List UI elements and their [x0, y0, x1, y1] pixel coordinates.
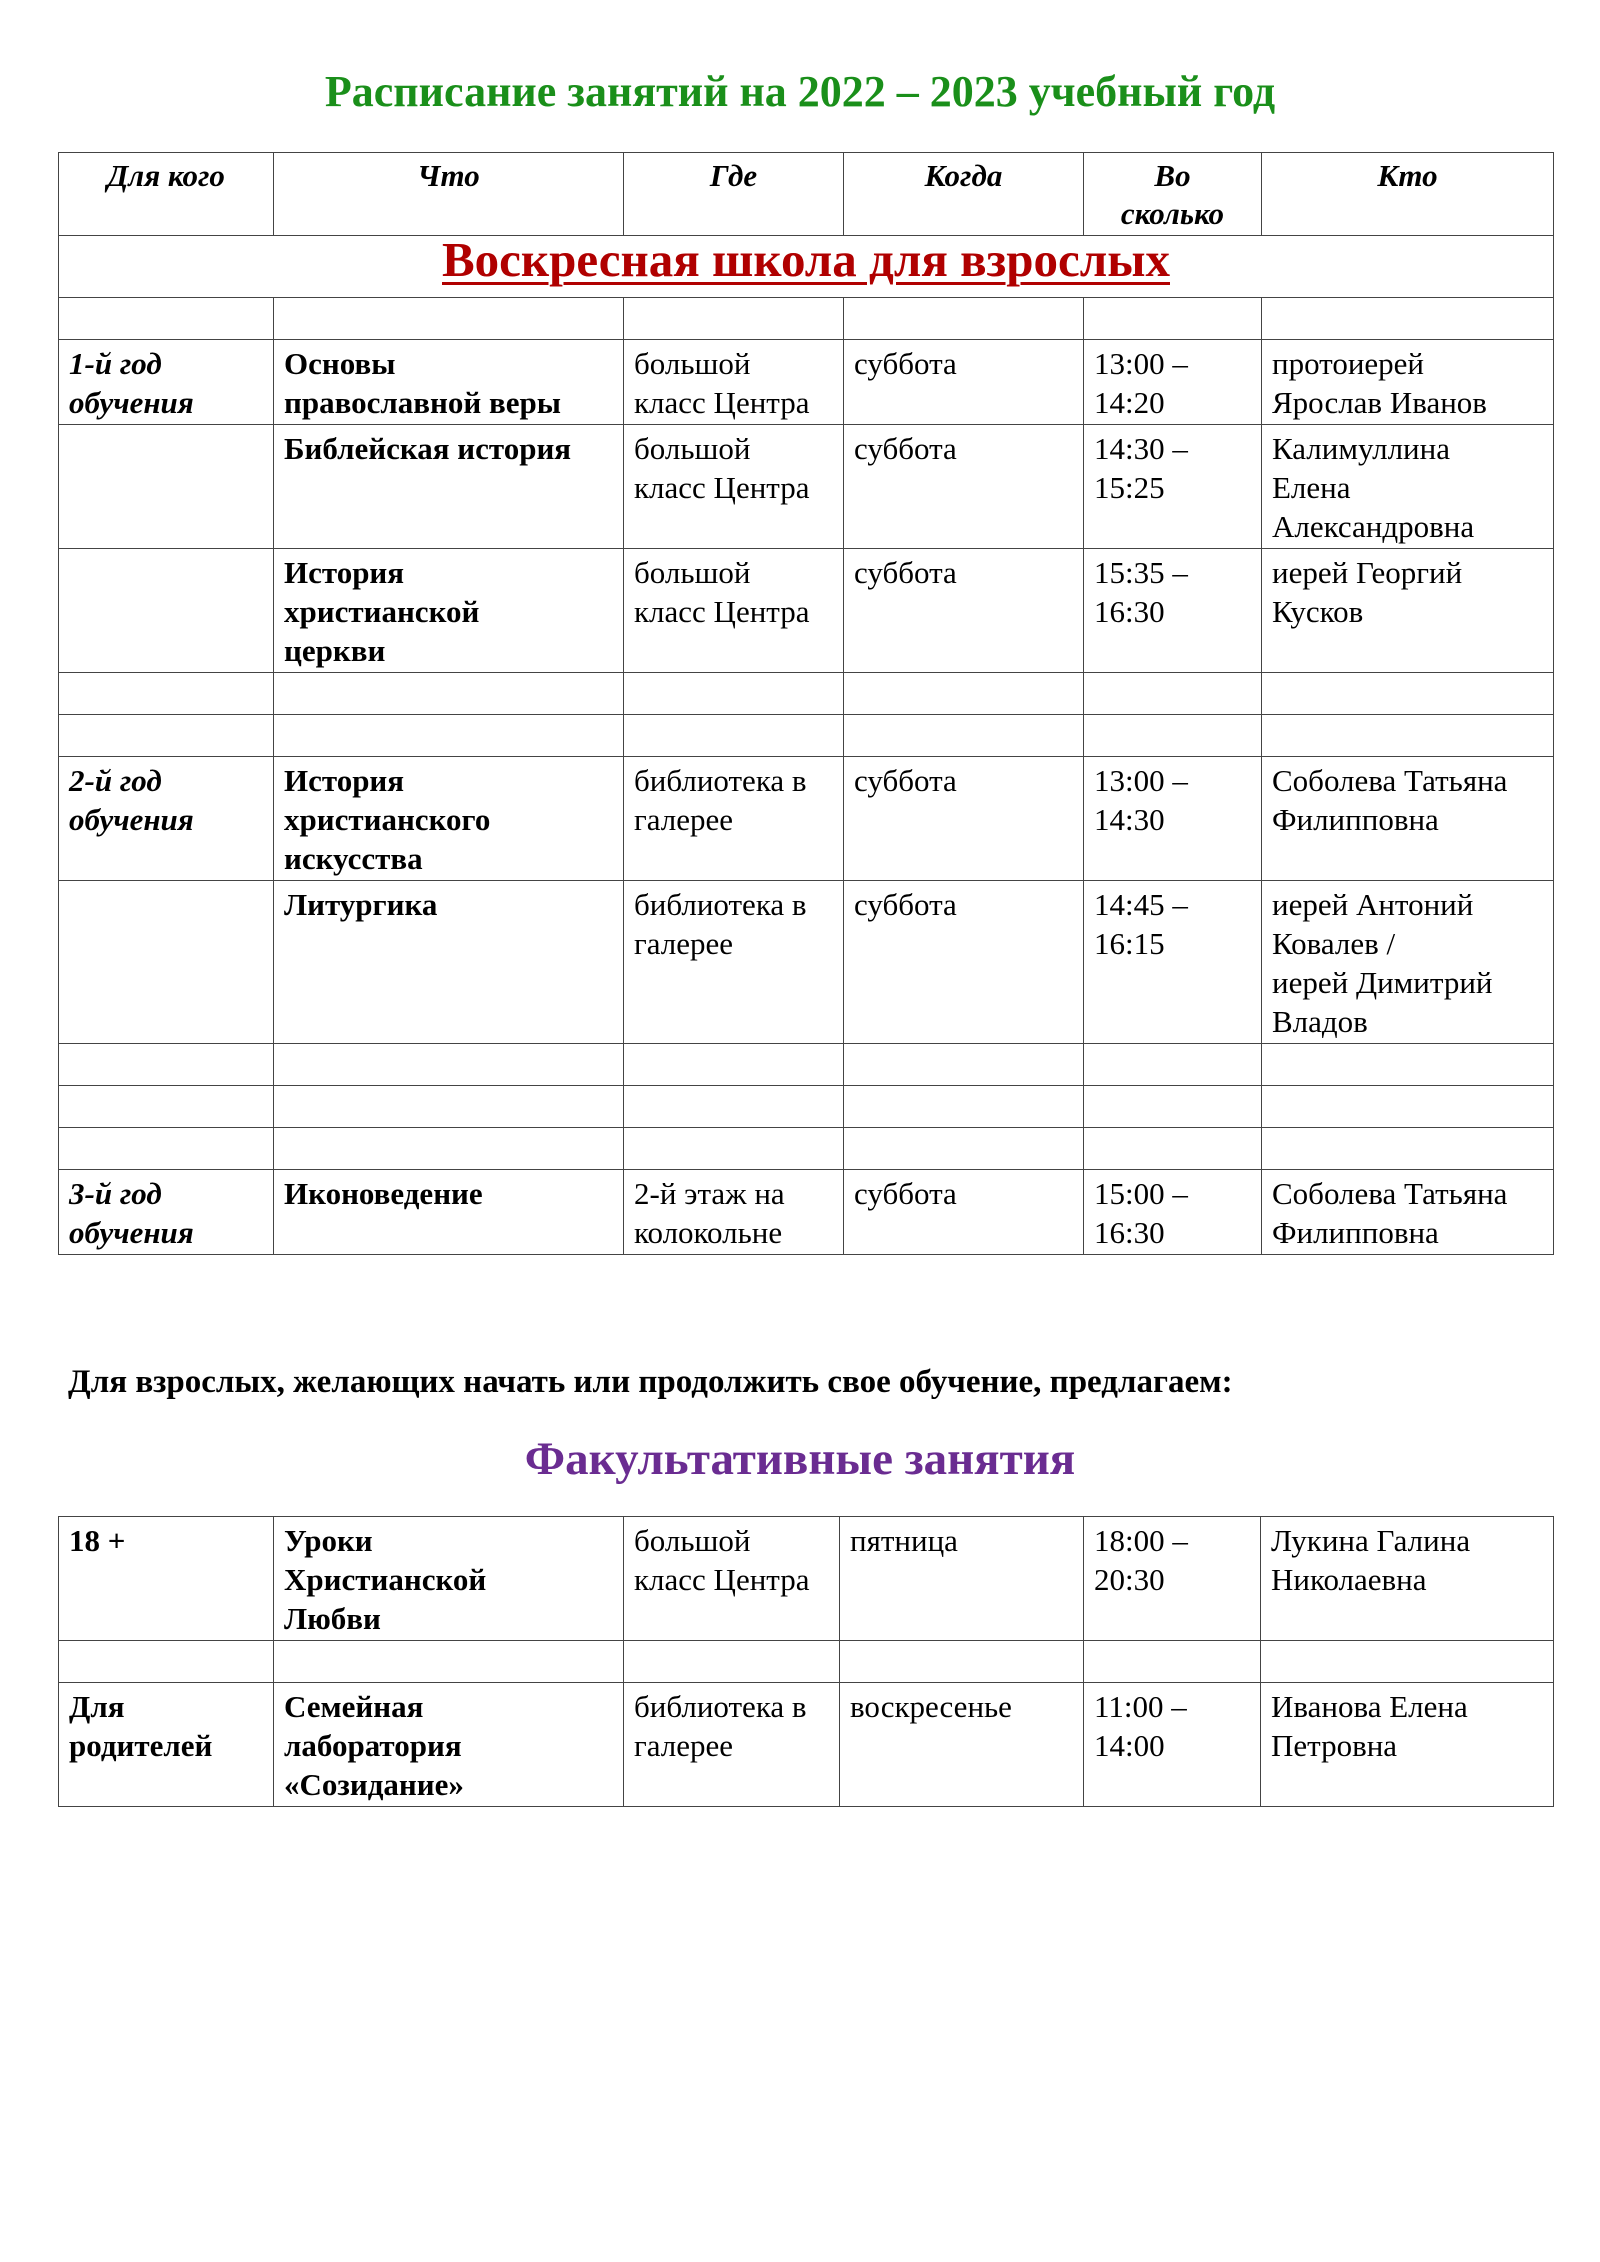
teacher-cell: Иванова Елена Петровна [1261, 1683, 1554, 1807]
teacher-cell: Лукина Галина Николаевна [1261, 1517, 1554, 1641]
place-cell: библиотека в галерее [624, 757, 844, 881]
teacher-cell: иерей Антоний Ковалев / иерей Димитрий Владов [1262, 881, 1554, 1044]
time-cell: 15:00 – 16:30 [1084, 1170, 1262, 1255]
section-title-optional: Факультативные занятия [524, 1433, 1076, 1485]
time-cell: 13:00 – 14:30 [1084, 757, 1262, 881]
table-row [59, 340, 1554, 425]
time-cell: 18:00 – 20:30 [1084, 1517, 1261, 1641]
section-row [59, 236, 1554, 298]
table-row [59, 1170, 1554, 1255]
page-title: Расписание занятий на 2022 – 2023 учебный год [324, 67, 1276, 116]
teacher-cell: иерей Георгий Кусков [1262, 549, 1554, 673]
subject-cell: Иконоведение [274, 1170, 624, 1255]
year-cell [59, 425, 274, 549]
table-row [59, 425, 1554, 549]
spacer-row [59, 673, 1554, 715]
time-cell: 13:00 – 14:20 [1084, 340, 1262, 425]
table-row [59, 1683, 1554, 1807]
subject-cell: Литургика [274, 881, 624, 1044]
section-title-cell [59, 236, 1554, 298]
day-cell: суббота [844, 881, 1084, 1044]
optional-classes-table [58, 1516, 1554, 1807]
teacher-cell: Калимуллина Елена Александровна [1262, 425, 1554, 549]
spacer-row [59, 1641, 1554, 1683]
time-cell: 11:00 – 14:00 [1084, 1683, 1261, 1807]
year-cell: 2-й год обучения [59, 757, 274, 881]
place-cell: большой класс Центра [624, 549, 844, 673]
year-cell: 3-й год обучения [59, 1170, 274, 1255]
day-cell: суббота [844, 549, 1084, 673]
time-cell: 14:30 – 15:25 [1084, 425, 1262, 549]
place-cell: большой класс Центра [624, 340, 844, 425]
year-cell: 1-й год обучения [59, 340, 274, 425]
subject-cell: Библейская история [274, 425, 624, 549]
table-row [59, 1517, 1554, 1641]
place-cell: библиотека в галерее [624, 1683, 840, 1807]
time-cell: 15:35 – 16:30 [1084, 549, 1262, 673]
teacher-cell: Соболева Татьяна Филипповна [1262, 757, 1554, 881]
table-header-row [59, 153, 1554, 236]
header-for-whom: Для кого [59, 153, 274, 236]
day-cell: суббота [844, 425, 1084, 549]
place-cell: 2-й этаж на колокольне [624, 1170, 844, 1255]
table-row [59, 549, 1554, 673]
section-title-sunday-school: Воскресная школа для взрослых [442, 235, 1170, 287]
header-who: Кто [1262, 153, 1554, 236]
time-cell: 14:45 – 16:15 [1084, 881, 1262, 1044]
subject-cell: Уроки Христианской Любви [274, 1517, 624, 1641]
day-cell: суббота [844, 340, 1084, 425]
year-cell [59, 549, 274, 673]
audience-cell: 18 + [59, 1517, 274, 1641]
audience-cell: Для родителей [59, 1683, 274, 1807]
subject-cell: Семейная лаборатория «Созидание» [274, 1683, 624, 1807]
header-where: Где [624, 153, 844, 236]
spacer-row [59, 1086, 1554, 1128]
spacer-row [59, 715, 1554, 757]
intro-text: Для взрослых, желающих начать или продолжить свое обучение, предлагаем: [68, 1364, 1233, 1400]
subject-cell: История христианской церкви [274, 549, 624, 673]
day-cell: воскресенье [840, 1683, 1084, 1807]
day-cell: суббота [844, 1170, 1084, 1255]
teacher-cell: Соболева Татьяна Филипповна [1262, 1170, 1554, 1255]
place-cell: большой класс Центра [624, 1517, 840, 1641]
header-time: Во сколько [1084, 153, 1262, 236]
place-cell: библиотека в галерее [624, 881, 844, 1044]
place-cell: большой класс Центра [624, 425, 844, 549]
spacer-row [59, 1128, 1554, 1170]
spacer-row [59, 298, 1554, 340]
header-what: Что [274, 153, 624, 236]
day-cell: суббота [844, 757, 1084, 881]
spacer-row [59, 1044, 1554, 1086]
teacher-cell: протоиерей Ярослав Иванов [1262, 340, 1554, 425]
subject-cell: История христианского искусства [274, 757, 624, 881]
table-row [59, 757, 1554, 881]
subject-cell: Основы православной веры [274, 340, 624, 425]
year-cell [59, 881, 274, 1044]
table-row [59, 881, 1554, 1044]
day-cell: пятница [840, 1517, 1084, 1641]
schedule-table [58, 152, 1554, 1255]
header-when: Когда [844, 153, 1084, 236]
